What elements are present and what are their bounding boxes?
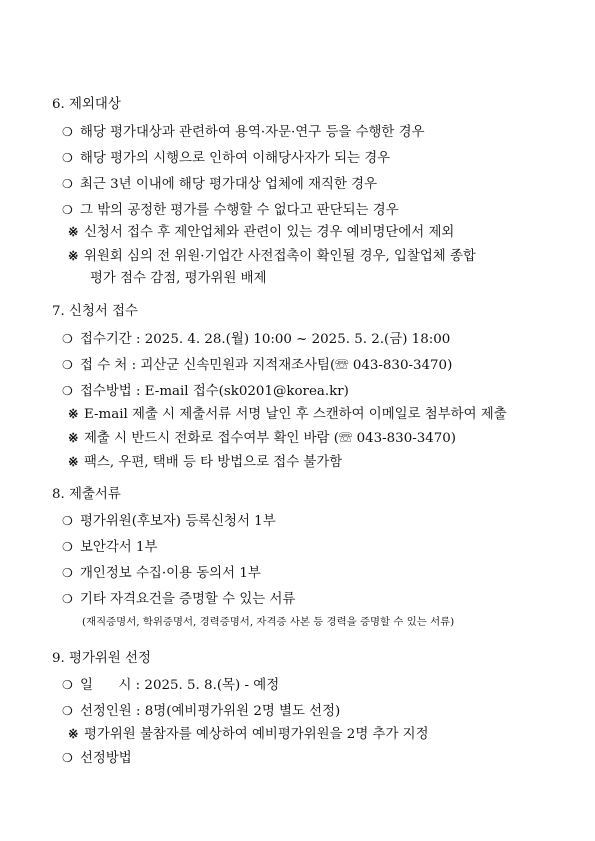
list-item (62, 702, 340, 721)
note-mark-icon: ※ (68, 454, 79, 469)
bullet-icon: ❍ (62, 566, 73, 580)
note-text: 팩스, 우편, 택배 등 타 방법으로 접수 불가함 (84, 455, 343, 470)
document-examples-note: (재직증명서, 학위증명서, 경력증명서, 자격증 사본 등 경력을 증명할 수 있는 서류) (82, 616, 455, 628)
bullet-icon: ❍ (62, 384, 73, 398)
list-item-text: 해당 평가의 시행으로 인하여 이해당사자가 되는 경우 (80, 151, 391, 166)
bullet-icon: ❍ (62, 514, 73, 528)
list-item (62, 590, 295, 609)
list-item-text: 일 시 : 2025. 5. 8.(목) - 예정 (80, 678, 280, 693)
list-item (62, 356, 452, 375)
list-item-text: 선정방법 (80, 751, 132, 766)
list-item (62, 201, 399, 220)
bullet-icon: ❍ (62, 177, 73, 191)
note-mark-icon: ※ (68, 406, 79, 421)
bullet-icon: ❍ (62, 332, 73, 346)
note-item (68, 223, 454, 242)
list-item (62, 512, 276, 531)
bullet-icon: ❍ (62, 125, 73, 139)
list-item (62, 149, 390, 168)
list-item-text: 접 수 처 : 괴산군 신속민원과 지적재조사팀(☏ 043-830-3470) (80, 358, 453, 373)
list-item (62, 749, 132, 768)
list-item-text: 최근 3년 이내에 해당 평가대상 업체에 재직한 경우 (80, 177, 378, 192)
section-7-heading: 7. 신청서 접수 (52, 304, 138, 319)
note-continuation: 평가 점수 감점, 평가위원 배제 (90, 271, 267, 286)
list-item-text: 보안각서 1부 (80, 540, 158, 555)
list-item (62, 330, 450, 349)
note-text: 위원회 심의 전 위원·기업간 사전접촉이 확인될 경우, 입찰업체 종합 (84, 249, 476, 264)
list-item (62, 382, 349, 401)
note-text: E-mail 제출 시 제출서류 서명 날인 후 스캔하여 이메일로 첨부하여 제출 (84, 407, 507, 422)
note-text: 제출 시 반드시 전화로 접수여부 확인 바람 (☏ 043-830-3470) (84, 431, 457, 446)
section-6-heading: 6. 제외대상 (52, 97, 121, 112)
bullet-icon: ❍ (62, 151, 73, 165)
list-item (62, 676, 279, 695)
note-item (68, 725, 429, 744)
list-item-text: 해당 평가대상과 관련하여 용역·자문·연구 등을 수행한 경우 (80, 125, 425, 140)
bullet-icon: ❍ (62, 358, 73, 372)
note-mark-icon: ※ (68, 726, 79, 741)
list-item (62, 175, 377, 194)
note-mark-icon: ※ (68, 430, 79, 445)
list-item-text: 선정인원 : 8명(예비평가위원 2명 별도 선정) (80, 704, 341, 719)
list-item-text: 기타 자격요건을 증명할 수 있는 서류 (80, 592, 296, 607)
section-8-heading: 8. 제출서류 (52, 487, 121, 502)
bullet-icon: ❍ (62, 540, 73, 554)
list-item-text: 접수방법 : E-mail 접수(sk0201@korea.kr) (80, 384, 349, 399)
section-9-heading: 9. 평가위원 선정 (52, 651, 151, 666)
note-mark-icon: ※ (68, 248, 79, 263)
note-text: 평가위원 불참자를 예상하여 예비평가위원을 2명 추가 지정 (84, 727, 429, 742)
bullet-icon: ❍ (62, 203, 73, 217)
list-item-text: 접수기간 : 2025. 4. 28.(월) 10:00 ~ 2025. 5. 2.(금) 18:00 (80, 332, 451, 347)
bullet-icon: ❍ (62, 678, 73, 692)
list-item (62, 564, 261, 583)
list-item-text: 개인정보 수집·이용 동의서 1부 (80, 566, 261, 581)
note-item (68, 453, 342, 472)
bullet-icon: ❍ (62, 592, 73, 606)
list-item (62, 123, 425, 142)
note-text: 신청서 접수 후 제안업체와 관련이 있는 경우 예비명단에서 제외 (84, 225, 455, 240)
bullet-icon: ❍ (62, 751, 73, 765)
list-item (62, 538, 157, 557)
note-item (68, 429, 456, 448)
note-item (68, 405, 507, 424)
list-item-text: 평가위원(후보자) 등록신청서 1부 (80, 514, 276, 529)
bullet-icon: ❍ (62, 704, 73, 718)
list-item-text: 그 밖의 공정한 평가를 수행할 수 없다고 판단되는 경우 (80, 203, 399, 218)
note-item (68, 247, 476, 266)
note-mark-icon: ※ (68, 224, 79, 239)
